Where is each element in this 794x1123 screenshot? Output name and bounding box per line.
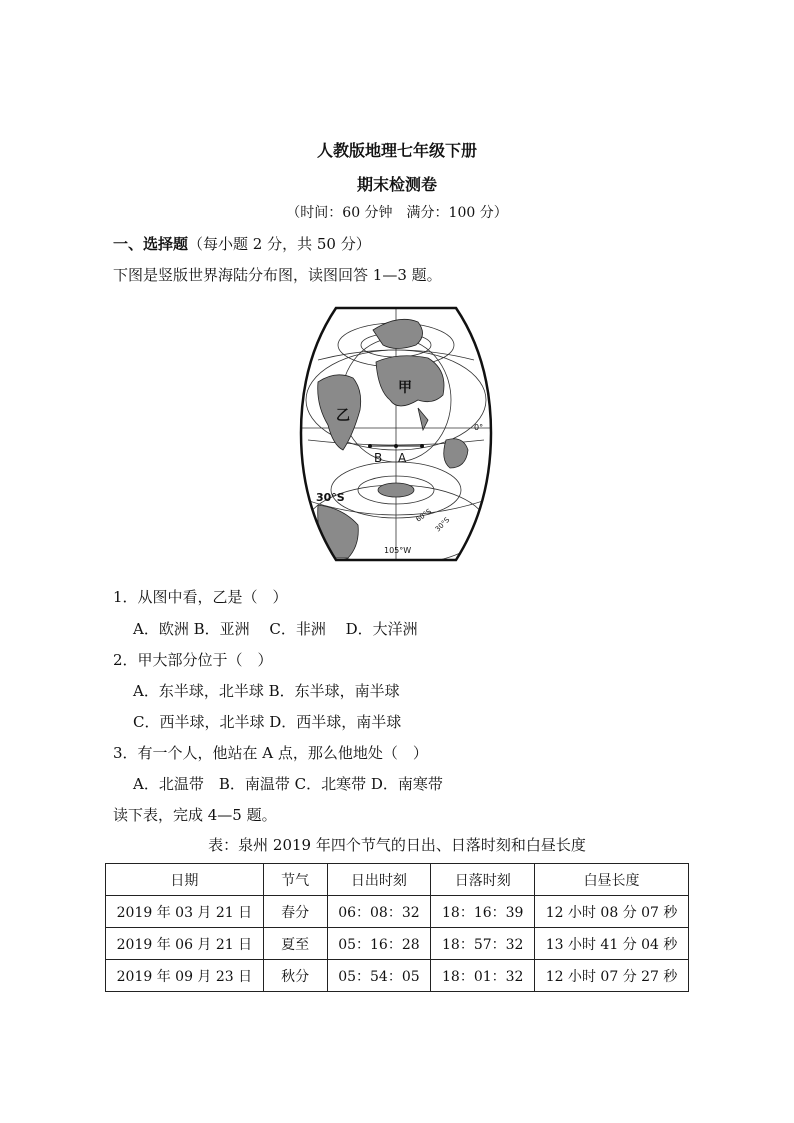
question-1-options: A．欧洲 B．亚洲 C．非洲 D．大洋洲	[133, 620, 418, 638]
cell-sunset: 18：57：32	[431, 928, 535, 960]
label-105w: 105°W	[384, 546, 412, 555]
label-yi: 乙	[336, 408, 350, 424]
cell-daylength: 12 小时 07 分 27 秒	[535, 960, 689, 992]
header-daylength: 白昼长度	[535, 864, 689, 896]
label-30s: 30°S	[316, 491, 345, 504]
cell-solar-term: 夏至	[263, 928, 327, 960]
cell-daylength: 13 小时 41 分 04 秒	[535, 928, 689, 960]
header-date: 日期	[106, 864, 264, 896]
question-2-options-b: C．西半球，北半球 D．西半球，南半球	[133, 713, 402, 731]
table-row	[106, 960, 689, 992]
page-subtitle: 期末检测卷	[356, 175, 437, 194]
cell-sunset: 18：01：32	[431, 960, 535, 992]
label-60s: 60°S	[414, 507, 433, 524]
section-title: 一、选择题	[113, 235, 189, 253]
cell-daylength: 12 小时 08 分 07 秒	[535, 896, 689, 928]
label-30s-b: 30°S	[433, 515, 452, 534]
world-map-figure	[298, 300, 493, 567]
cell-solar-term: 春分	[263, 896, 327, 928]
header-sunset: 日落时刻	[431, 864, 535, 896]
header-sunrise: 日出时刻	[327, 864, 431, 896]
map-intro: 下图是竖版世界海陆分布图，读图回答 1—3 题。	[113, 266, 442, 284]
cell-sunset: 18：16：39	[431, 896, 535, 928]
cell-date: 2019 年 06 月 21 日	[106, 928, 264, 960]
exam-meta: （时间：60 分钟 满分：100 分）	[286, 205, 508, 221]
cell-date: 2019 年 09 月 23 日	[106, 960, 264, 992]
table-row	[106, 928, 689, 960]
cell-solar-term: 秋分	[263, 960, 327, 992]
question-3: 3．有一个人，他站在 A 点，那么他地处（ ）	[113, 744, 428, 762]
cell-sunrise: 06：08：32	[327, 896, 431, 928]
question-2: 2．甲大部分位于（ ）	[113, 651, 273, 669]
label-jia: 甲	[398, 380, 412, 396]
question-2-options-a: A．东半球，北半球 B．东半球，南半球	[133, 682, 400, 700]
question-3-options: A．北温带 B．南温带 C．北寒带 D．南寒带	[133, 775, 443, 793]
label-a: A	[398, 451, 407, 465]
table-intro: 读下表，完成 4—5 题。	[113, 806, 277, 824]
continent-australia	[444, 439, 468, 468]
label-zero: 0°	[474, 423, 484, 432]
question-1: 1．从图中看，乙是（ ）	[113, 588, 288, 606]
cell-sunrise: 05：16：28	[327, 928, 431, 960]
header-solar-term: 节气	[263, 864, 327, 896]
continent-antarctica	[378, 483, 414, 497]
continent-south-america	[318, 505, 359, 558]
table-row	[106, 896, 689, 928]
label-b: B	[374, 451, 383, 465]
table-header-row	[106, 864, 689, 896]
cell-sunrise: 05：54：05	[327, 960, 431, 992]
table-caption: 表：泉州 2019 年四个节气的日出、日落时刻和白昼长度	[208, 836, 586, 854]
page-title: 人教版地理七年级下册	[316, 141, 477, 160]
cell-date: 2019 年 03 月 21 日	[106, 896, 264, 928]
section-note: （每小题 2 分，共 50 分）	[188, 235, 371, 253]
sunrise-table	[105, 863, 689, 992]
section-heading	[113, 233, 371, 254]
